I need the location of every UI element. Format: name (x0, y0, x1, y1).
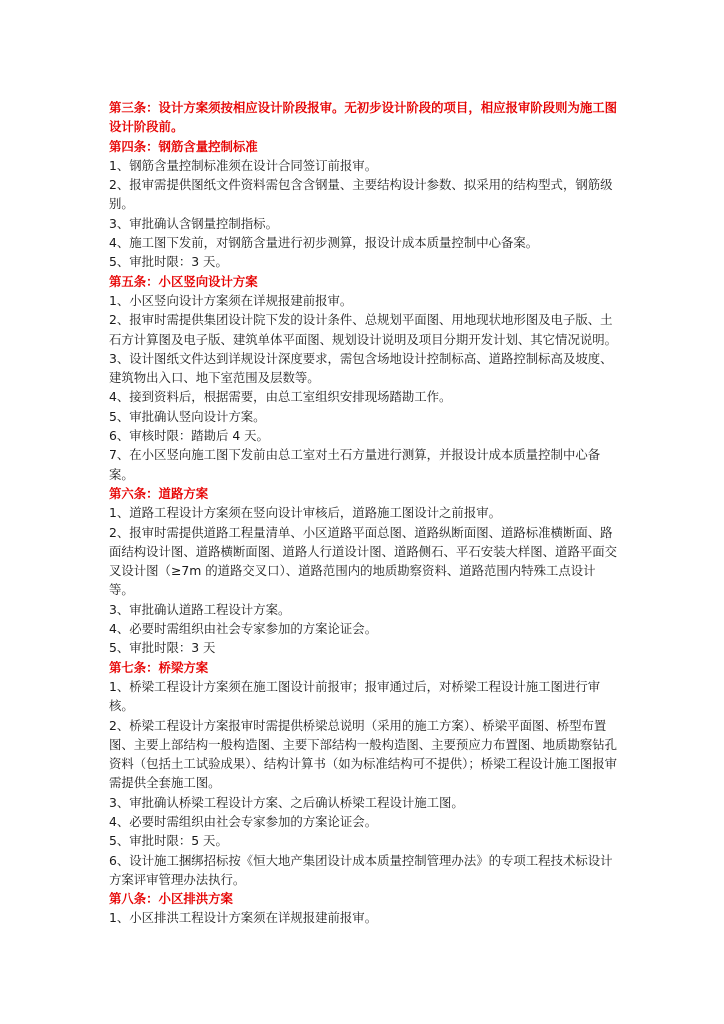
list-item: 3、审批确认含钢量控制指标。 (109, 215, 278, 231)
section-heading: 第六条：道路方案 (109, 485, 209, 501)
section-8 (109, 889, 617, 928)
list-item: 5、审批时限：5 天。 (109, 833, 228, 849)
list-item: 1、小区竖向设计方案须在详规报建前报审。 (109, 292, 353, 308)
list-item: 6、设计施工捆绑招标按《恒大地产集团设计成本质量控制管理办法》的专项工程技术标设计方案评审管理办法执行。 (109, 852, 613, 887)
list-item: 3、设计图纸文件达到详规设计深度要求，需包含场地设计控制标高、道路控制标高及坡度、建筑物出入口、地下室范围及层数等。 (109, 350, 613, 386)
section-heading: 第五条：小区竖向设计方案 (109, 273, 258, 289)
list-item: 2、报审时需提供集团设计院下发的设计条件、总规划平面图、用地现状地形图及电子版、土石方计算图及电子版、建筑单体平面图、规划设计说明及项目分期开发计划、其它情况说明。 (109, 312, 618, 347)
list-item: 1、桥梁工程设计方案须在施工图设计前报审；报审通过后，对桥梁工程设计施工图进行审核。 (109, 678, 601, 714)
list-item: 5、审批确认竖向设计方案。 (109, 408, 266, 424)
list-item: 1、小区排洪工程设计方案须在详规报建前报审。 (109, 910, 378, 926)
intro-paragraph: 第三条：设计方案须按相应设计阶段报审。无初步设计阶段的项目，相应报审阶段则为施工图设计阶段前。 (109, 100, 618, 135)
section-heading: 第八条：小区排洪方案 (109, 891, 233, 907)
list-item: 6、审核时限：踏勘后 4 天。 (109, 428, 269, 444)
list-item: 4、接到资料后，根据需要，由总工室组织安排现场踏勘工作。 (109, 389, 452, 405)
list-item: 3、审批确认道路工程设计方案。 (109, 601, 291, 617)
section-7 (109, 658, 617, 890)
section-5 (109, 272, 617, 484)
list-item: 1、钢筋含量控制标准须在设计合同签订前报审。 (109, 157, 378, 173)
list-item: 4、必要时需组织由社会专家参加的方案论证会。 (109, 813, 378, 829)
section-4 (109, 137, 617, 272)
section-heading: 第七条：桥梁方案 (109, 659, 209, 675)
section-6 (109, 484, 617, 658)
list-item: 5、审批时限：3 天。 (109, 254, 228, 270)
list-item: 2、桥梁工程设计方案报审时需提供桥梁总说明（采用的施工方案）、桥梁平面图、桥型布置图、主要上部结构一般构造图、主要下部结构一般构造图、主要预应力布置图、地质勘察钻孔资料（包括土工试验成果）、结构计算书（如为标准结构可不提供）；桥梁工程设计施工图报审需提供全套施工图。 (109, 717, 618, 791)
list-item: 7、在小区竖向施工图下发前由总工室对土石方量进行测算，并报设计成本质量控制中心备案。 (109, 447, 601, 482)
list-item: 4、施工图下发前，对钢筋含量进行初步测算，报设计成本质量控制中心备案。 (109, 235, 539, 251)
list-item: 2、报审需提供图纸文件资料需包含含钢量、主要结构设计参数、拟采用的结构型式，钢筋级别。 (109, 177, 613, 212)
document-page (109, 98, 617, 928)
section-heading: 第四条：钢筋含量控制标准 (109, 138, 258, 154)
list-item: 5、审批时限：3 天 (109, 640, 216, 656)
list-item: 4、必要时需组织由社会专家参加的方案论证会。 (109, 621, 378, 637)
list-item: 2、报审时需提供道路工程量清单、小区道路平面总图、道路纵断面图、道路标准横断面、路面结构设计图、道路横断面图、道路人行道设计图、道路侧石、平石安装大样图、道路平面交叉设计图（≥7m 的道路交叉口）、道路范围内的地质勘察资料、道路范围内特殊工点设计等。 (109, 524, 618, 598)
list-item: 1、道路工程设计方案须在竖向设计审核后，道路施工图设计之前报审。 (109, 505, 501, 521)
list-item: 3、审批确认桥梁工程设计方案、之后确认桥梁工程设计施工图。 (109, 794, 464, 810)
